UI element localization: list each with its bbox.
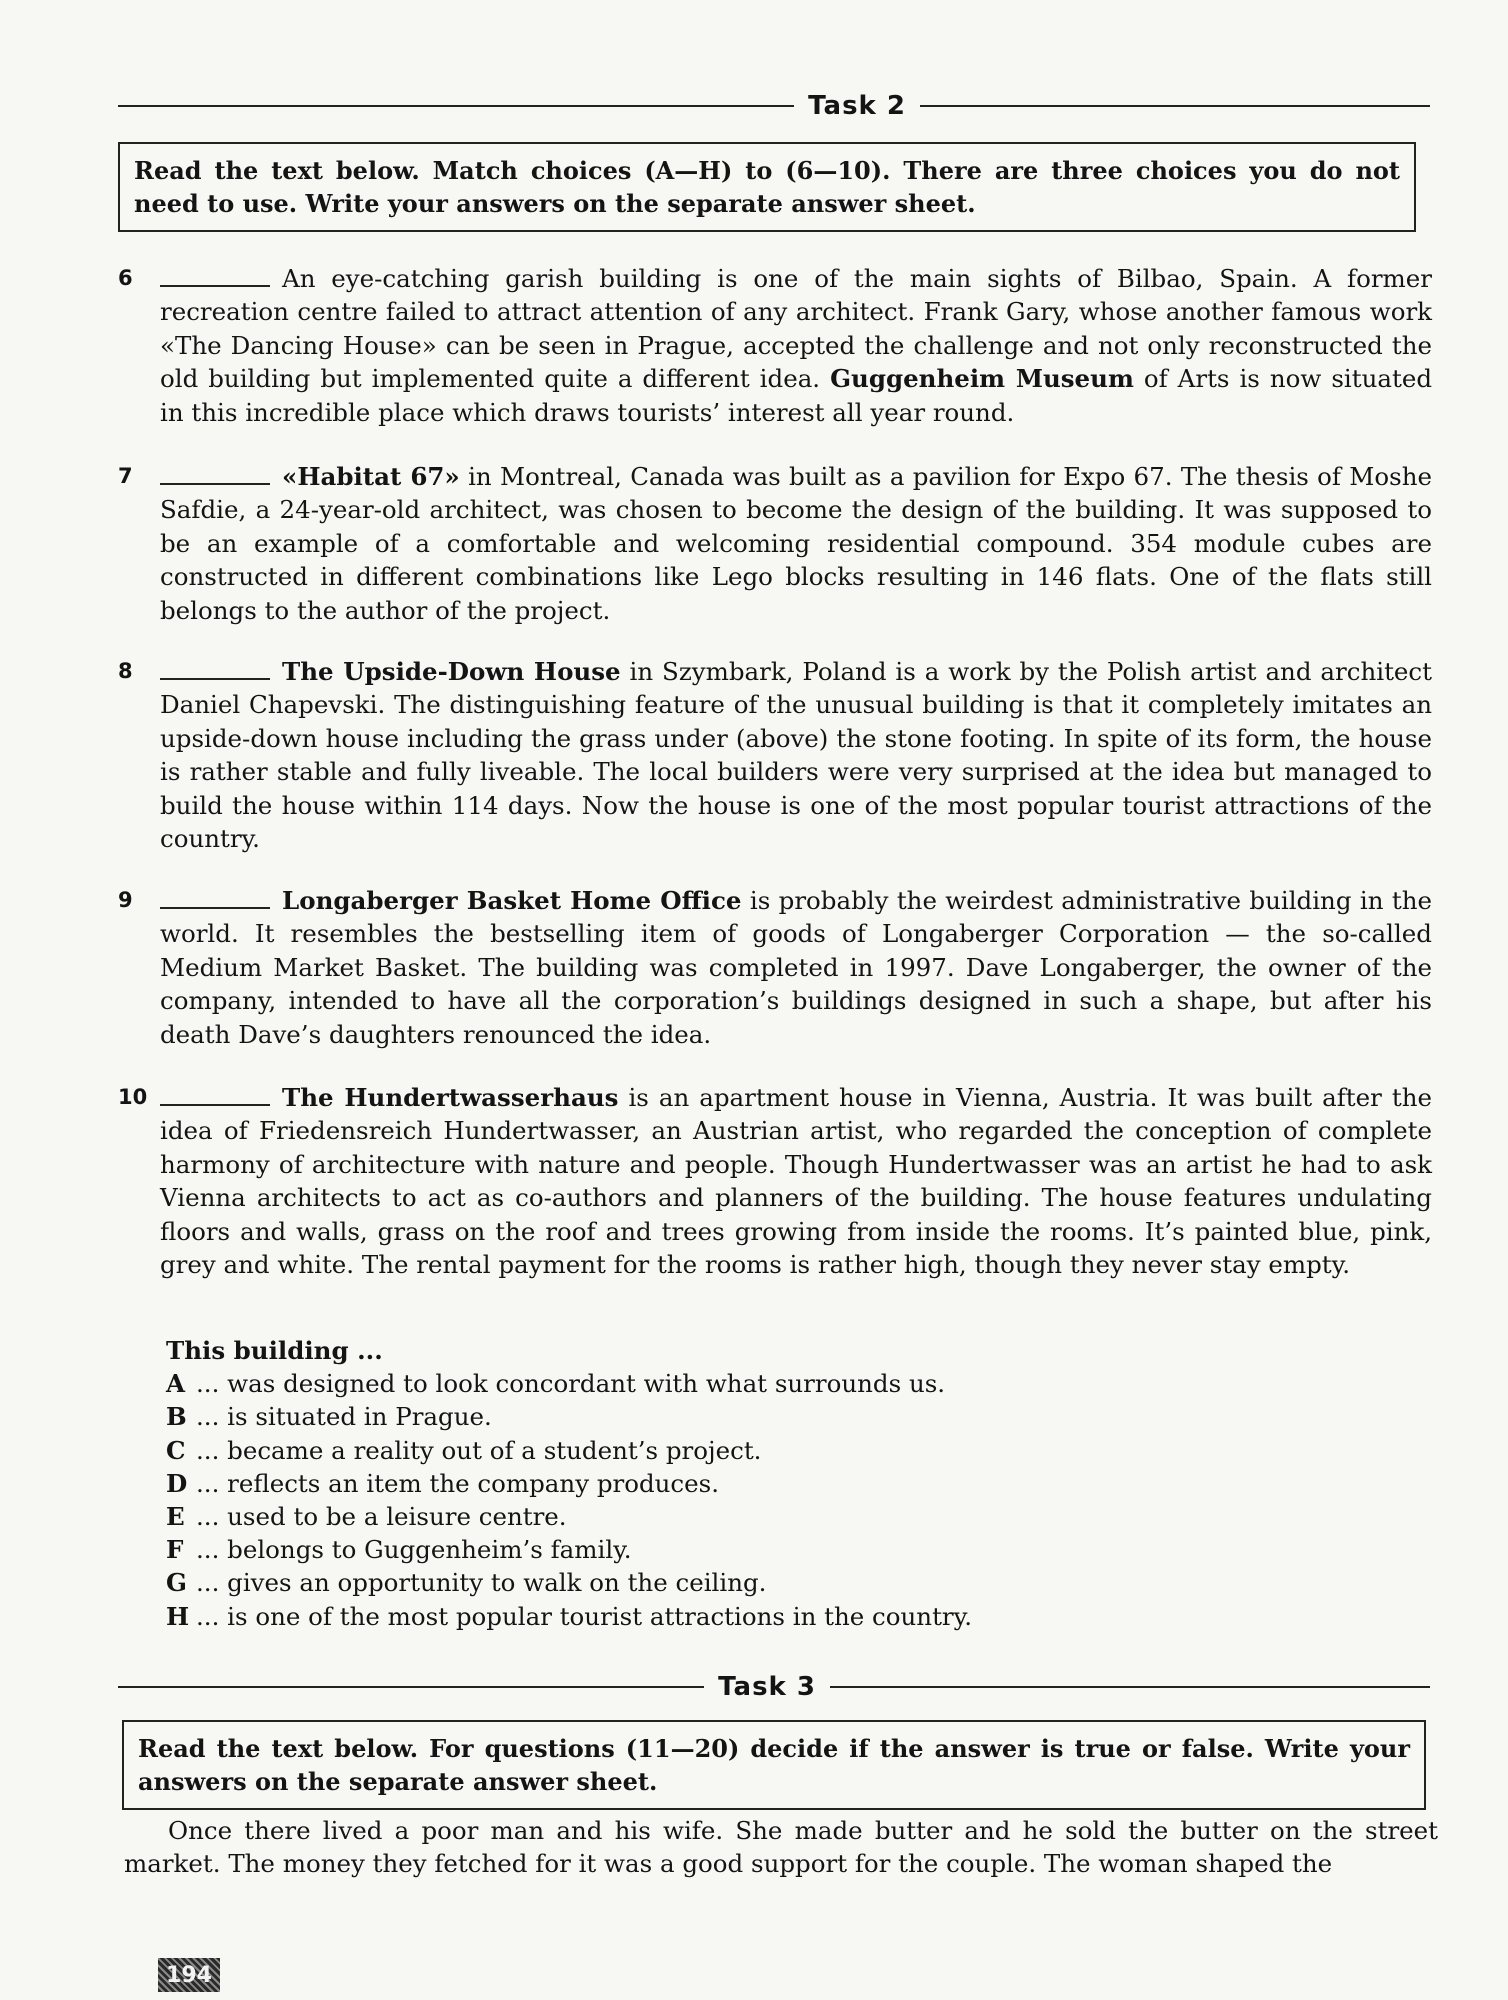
choice-c xyxy=(166,1434,1366,1467)
task3-story: Once there lived a poor man and his wife. She made butter and he sold the butter on the street market. The money they fetched for it was a good support for the couple. The woman shaped the xyxy=(124,1816,1438,1879)
choice-a xyxy=(166,1367,1366,1400)
choices-lead: This building ... xyxy=(166,1336,383,1365)
item-6 xyxy=(118,262,1432,429)
task3-title: Task 3 xyxy=(718,1672,816,1702)
choice-text: ... reflects an item the company produces. xyxy=(196,1468,720,1498)
item-text: in Szymbark, Poland is a work by the Polish artist and architect Daniel Chapevski. The distinguishing feature of the unusual building is that it completely imitates an upside-down house including the grass under (above) the stone footing. In spite of its form, the house is rather stable and fully liveable. The local builders were very surprised at the idea but managed to build the house within 114 days. Now the house is one of the most popular tourist attractions of the country. xyxy=(160,657,1432,854)
item-number: 6 xyxy=(118,266,133,290)
choice-letter: G xyxy=(166,1568,187,1598)
task2-title: Task 2 xyxy=(808,91,906,121)
choice-b xyxy=(166,1400,1366,1433)
choice-e xyxy=(166,1500,1366,1533)
choice-text: ... used to be a leisure centre. xyxy=(196,1502,567,1532)
choice-text: ... gives an opportunity to walk on the ceiling. xyxy=(196,1568,767,1598)
choice-letter: D xyxy=(166,1468,188,1498)
answer-blank[interactable] xyxy=(160,656,270,680)
header-rule-left xyxy=(118,105,794,107)
choice-text: ... became a reality out of a student’s project. xyxy=(196,1435,762,1465)
choice-text: ... is one of the most popular tourist attractions in the country. xyxy=(196,1601,973,1631)
item-bold-name: «Habitat 67» xyxy=(282,462,460,491)
choice-letter: A xyxy=(166,1369,186,1399)
item-10 xyxy=(118,1081,1432,1281)
task3-instructions: Read the text below. For questions (11—20) decide if the answer is true or false. Write your answers on the separate answer sheet. xyxy=(122,1720,1426,1810)
answer-blank[interactable] xyxy=(160,461,270,485)
item-text: is probably the weirdest administrative building in the world. It resembles the bestselling item of goods of Longaberger Corporation — the so-called Medium Market Basket. The building was completed in 1997. Dave Longaberger, the owner of the company, intended to have all the corporation’s buildings designed in such a shape, but after his death Dave’s daughters renounced the idea. xyxy=(160,886,1432,1049)
task2-header xyxy=(118,86,1430,126)
item-number: 8 xyxy=(118,659,133,683)
choice-text: ... is situated in Prague. xyxy=(196,1402,492,1432)
item-bold-name: Guggenheim Museum xyxy=(830,364,1134,394)
choice-letter: H xyxy=(166,1601,190,1631)
choice-letter: B xyxy=(166,1402,187,1432)
choice-letter: F xyxy=(166,1535,184,1565)
choice-letter: E xyxy=(166,1502,185,1532)
item-text: An eye-catching garish building is one of the main sights of Bilbao, Spain. A former recreation centre failed to attract attention of any architect. Frank Gary, whose another famous work «The Dancing House» can be seen in Prague, accepted the challenge and not only reconstructed the old building but implemented quite a different idea. xyxy=(160,264,1432,394)
choices-list xyxy=(166,1334,1366,1633)
header-rule-right xyxy=(920,105,1430,107)
header-rule-right xyxy=(830,1686,1430,1688)
item-bold-name: The Upside-Down House xyxy=(282,657,621,686)
item-number: 9 xyxy=(118,888,133,912)
task3-header xyxy=(118,1667,1430,1707)
page-number: 194 xyxy=(158,1958,220,1992)
answer-blank[interactable] xyxy=(160,1082,270,1106)
item-number: 10 xyxy=(118,1085,148,1109)
item-number: 7 xyxy=(118,464,133,488)
item-text: in Montreal, Canada was built as a pavilion for Expo 67. The thesis of Moshe Safdie, a 24-year-old architect, was chosen to become the design of the building. It was supposed to be an example of a comfortable and welcoming residential compound. 354 module cubes are constructed in different combinations like Lego blocks resulting in 146 flats. One of the flats still belongs to the author of the project. xyxy=(160,462,1432,625)
choice-g xyxy=(166,1566,1366,1599)
header-rule-left xyxy=(118,1686,704,1688)
choice-letter: C xyxy=(166,1435,186,1465)
item-bold-name: Longaberger Basket Home Office xyxy=(282,886,742,915)
item-bold-name: The Hundertwasserhaus xyxy=(282,1083,619,1112)
item-9 xyxy=(118,884,1432,1051)
item-7 xyxy=(118,460,1432,627)
choice-f xyxy=(166,1533,1366,1566)
choice-text: ... belongs to Guggenheim’s family. xyxy=(196,1535,632,1565)
item-text: is an apartment house in Vienna, Austria. It was built after the idea of Friedensreich Hundertwasser, an Austrian artist, who regarded the conception of complete harmony of architecture with nature and people. Though Hundertwasser was an artist he had to ask Vienna architects to act as co-authors and planners of the building. The house features undulating floors and walls, grass on the roof and trees growing from inside the rooms. It’s painted blue, pink, grey and white. The rental payment for the rooms is rather high, though they never stay empty. xyxy=(160,1083,1432,1280)
answer-blank[interactable] xyxy=(160,885,270,909)
choice-text: ... was designed to look concordant with what surrounds us. xyxy=(196,1369,946,1399)
item-text: of Arts is now situated in this incredible place which draws tourists’ interest all year round. xyxy=(160,364,1433,427)
task2-instructions: Read the text below. Match choices (A—H) to (6—10). There are three choices you do not need to use. Write your answers on the separate answer sheet. xyxy=(118,142,1416,232)
answer-blank[interactable] xyxy=(160,263,270,287)
choice-h xyxy=(166,1600,1366,1633)
choice-d xyxy=(166,1467,1366,1500)
item-8 xyxy=(118,655,1432,855)
